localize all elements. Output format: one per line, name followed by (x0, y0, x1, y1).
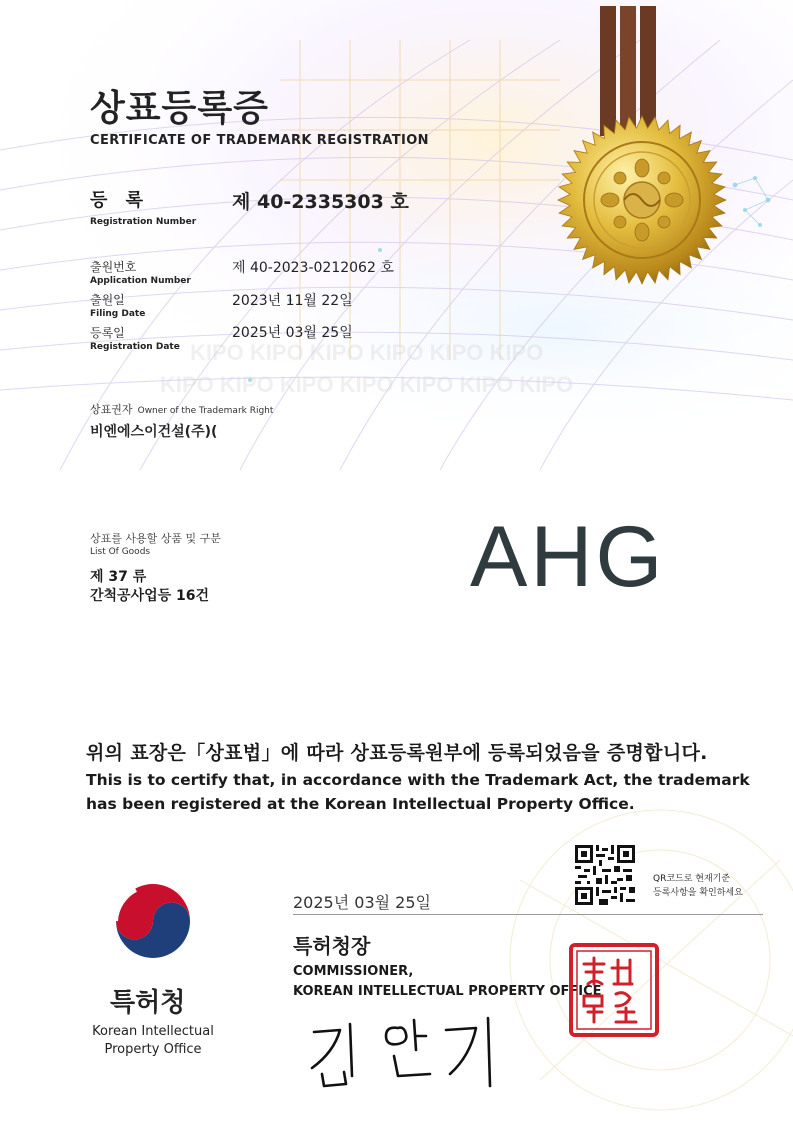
registration-label: 등 록 (90, 190, 150, 211)
registration-date-label: 등록일 (90, 326, 125, 340)
owner-label-row (90, 398, 273, 417)
registration-date: 2025년 03월 25일 (232, 325, 353, 341)
commissioner-english-line2: KOREAN INTELLECTUAL PROPERTY OFFICE (293, 984, 602, 999)
owner-name: 비엔에스이건설(주)( (90, 424, 218, 440)
svg-text:KIPO KIPO KIPO KIPO KIPO KIPO: KIPO KIPO KIPO KIPO KIPO KIPO (190, 340, 544, 365)
certification-english-line2: has been registered at the Korean Intellectual Property Office. (86, 795, 635, 813)
registration-date-label-en: Registration Date (90, 342, 180, 352)
issue-date: 2025년 03월 25일 (293, 893, 431, 912)
goods-label-en: List Of Goods (90, 547, 151, 557)
divider (293, 914, 763, 915)
goods-items: 간척공사업등 16건 (90, 588, 210, 604)
registration-label-en: Registration Number (90, 217, 197, 227)
certification-korean: 위의 표장은「상표법」에 따라 상표등록원부에 등록되었음을 증명합니다. (86, 742, 708, 764)
commissioner-korean: 특허청장 (293, 934, 371, 958)
official-stamp-icon (568, 942, 660, 1038)
kipo-name-korean: 특허청 (110, 988, 186, 1018)
registration-number: 제 40-2335303 호 (232, 191, 409, 213)
filing-date-label: 출원일 (90, 293, 125, 307)
application-label: 출원번호 (90, 260, 137, 274)
commissioner-signature (300, 1010, 500, 1090)
kipo-name-english-line2: Property Office (104, 1042, 202, 1057)
goods-class: 제 37 류 (90, 569, 147, 585)
certification-english-line1: This is to certify that, in accordance with the Trademark Act, the trademark (86, 771, 750, 789)
svg-text:KIPO KIPO KIPO KIPO KIPO KIPO: KIPO KIPO KIPO KIPO KIPO KIPO KIPO (160, 372, 574, 397)
filing-date-label-en: Filing Date (90, 309, 146, 319)
certificate-title: 상표등록증 (90, 88, 269, 129)
taegeuk-logo-icon (110, 878, 196, 964)
owner-label-en: Owner of the Trademark Right (137, 406, 274, 416)
kipo-name-english-line1: Korean Intellectual (92, 1024, 214, 1039)
qr-note-line1: QR코드로 현재기준 (653, 874, 731, 884)
goods-label: 상표를 사용할 상품 및 구분 (90, 532, 221, 545)
application-label-en: Application Number (90, 276, 191, 286)
trademark-mark: AHG (470, 509, 666, 605)
qr-note-line2: 등록사항을 확인하세요 (653, 888, 743, 898)
commissioner-english-line1: COMMISSIONER, (293, 964, 414, 979)
filing-date: 2023년 11월 22일 (232, 293, 353, 309)
certificate-subtitle: CERTIFICATE OF TRADEMARK REGISTRATION (90, 133, 429, 148)
qr-code[interactable] (575, 845, 635, 905)
owner-label: 상표권자 (90, 403, 133, 416)
gold-seal-icon (556, 0, 728, 300)
application-number: 제 40-2023-0212062 호 (232, 260, 394, 276)
